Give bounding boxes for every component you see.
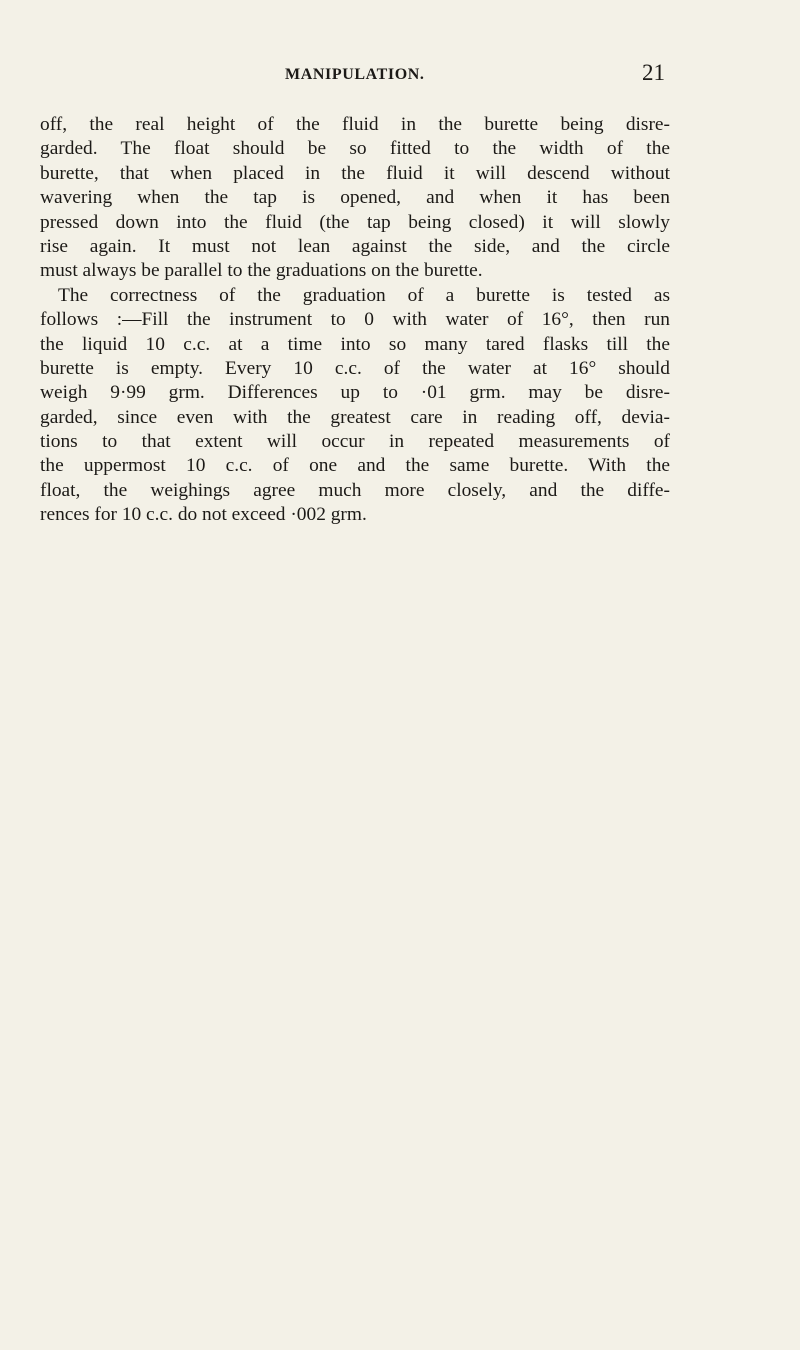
running-title: MANIPULATION. (285, 66, 425, 83)
text-line: the uppermost 10 c.c. of one and the same burette. With the (40, 455, 670, 477)
text-line: the liquid 10 c.c. at a time into so many tared flasks till the (40, 333, 670, 355)
text-line: wavering when the tap is opened, and when it has been (40, 187, 670, 209)
text-line: The correctness of the graduation of a burette is tested as (58, 284, 670, 306)
text-line: rise again. It must not lean against the side, and the circle (40, 235, 670, 257)
running-head (0, 60, 800, 92)
text-line: tions to that extent will occur in repeated measurements of (40, 431, 670, 453)
body-text (40, 113, 670, 528)
page-number: 21 (642, 60, 665, 85)
text-line: rences for 10 c.c. do not exceed ·002 grm. (40, 504, 367, 526)
text-line: follows :—Fill the instrument to 0 with water of 16°, then run (40, 309, 670, 331)
text-line: weigh 9·99 grm. Differences up to ·01 grm. may be disre- (40, 382, 670, 404)
text-line: off, the real height of the fluid in the burette being disre- (40, 114, 670, 135)
text-line: garded, since even with the greatest care in reading off, devia- (40, 406, 670, 428)
text-line: float, the weighings agree much more closely, and the diffe- (40, 479, 670, 501)
text-line: garded. The float should be so fitted to the width of the (40, 138, 670, 160)
text-line: pressed down into the fluid (the tap being closed) it will slowly (40, 211, 670, 233)
text-line: burette is empty. Every 10 c.c. of the water at 16° should (40, 357, 670, 379)
text-line: must always be parallel to the graduations on the burette. (40, 260, 483, 282)
text-line: burette, that when placed in the fluid it will descend without (40, 162, 670, 184)
